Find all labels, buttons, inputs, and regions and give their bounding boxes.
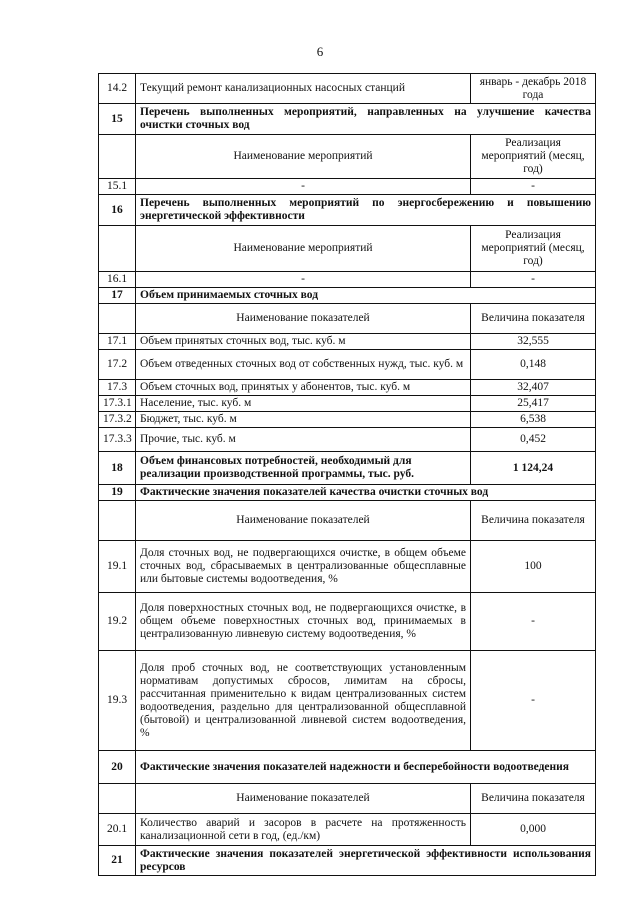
column-header: Наименование мероприятий: [136, 226, 471, 272]
table-row: [99, 272, 596, 288]
row-number: 19.3: [99, 651, 136, 751]
row-text: -: [136, 179, 471, 195]
row-text: Доля поверхностных сточных вод, не подвергающихся очистке, в общем объеме поверхностных сточных вод, принимаемых в централизованную ливневую систему водоотведения, %: [136, 593, 471, 651]
row-text: Объем сточных вод, принятых у абонентов, тыс. куб. м: [136, 380, 471, 396]
column-header: Наименование мероприятий: [136, 135, 471, 179]
row-value: -: [471, 593, 596, 651]
column-header: Наименование показателей: [136, 784, 471, 814]
section-number: 18: [99, 452, 136, 485]
table-row: [99, 593, 596, 651]
row-text: Население, тыс. куб. м: [136, 396, 471, 412]
section-number: 15: [99, 104, 136, 135]
section-row: [99, 195, 596, 226]
section-row: [99, 846, 596, 876]
column-header: Наименование показателей: [136, 304, 471, 334]
table-row: [99, 412, 596, 428]
row-number: 17.1: [99, 334, 136, 350]
section-title: Фактические значения показателей качества очистки сточных вод: [136, 485, 596, 501]
column-header: Реализация мероприятий (месяц, год): [471, 135, 596, 179]
document-table: [98, 73, 596, 876]
section-row: [99, 452, 596, 485]
row-value: 0,000: [471, 814, 596, 846]
table-row: [99, 380, 596, 396]
column-header: Величина показателя: [471, 784, 596, 814]
row-number: 17.3.3: [99, 428, 136, 452]
section-title: Фактические значения показателей надежности и бесперебойности водоотведения: [136, 751, 596, 784]
section-title: Перечень выполненных мероприятий по энергосбережению и повышению энергетической эффективности: [136, 195, 596, 226]
row-number: 15.1: [99, 179, 136, 195]
row-value: 1 124,24: [471, 452, 596, 485]
row-text: Прочие, тыс. куб. м: [136, 428, 471, 452]
column-header: Величина показателя: [471, 501, 596, 541]
section-number: 20: [99, 751, 136, 784]
row-value: 0,148: [471, 350, 596, 380]
row-number: 19.1: [99, 541, 136, 593]
row-text: Объем отведенных сточных вод от собственных нужд, тыс. куб. м: [136, 350, 471, 380]
column-header: Реализация мероприятий (месяц, год): [471, 226, 596, 272]
row-number: 17.3.1: [99, 396, 136, 412]
row-number: 16.1: [99, 272, 136, 288]
section-number: 21: [99, 846, 136, 876]
row-value: 32,407: [471, 380, 596, 396]
section-number: 16: [99, 195, 136, 226]
section-title: Объем финансовых потребностей, необходимый для реализации производственной программы, тыс. руб.: [136, 452, 471, 485]
row-value: 32,555: [471, 334, 596, 350]
row-value: 6,538: [471, 412, 596, 428]
row-text: Количество аварий и засоров в расчете на протяженность канализационной сети в год, (ед./км): [136, 814, 471, 846]
table-row: [99, 396, 596, 412]
table-row: [99, 74, 596, 104]
row-number: 19.2: [99, 593, 136, 651]
section-title: Объем принимаемых сточных вод: [136, 288, 596, 304]
row-value: 0,452: [471, 428, 596, 452]
row-number: 17.2: [99, 350, 136, 380]
row-text: Объем принятых сточных вод, тыс. куб. м: [136, 334, 471, 350]
header-row: [99, 304, 596, 334]
page-number: 6: [316, 44, 324, 59]
header-row: [99, 135, 596, 179]
section-row: [99, 288, 596, 304]
column-header: Наименование показателей: [136, 501, 471, 541]
section-row: [99, 485, 596, 501]
row-number: 20.1: [99, 814, 136, 846]
row-value: 100: [471, 541, 596, 593]
row-value: 25,417: [471, 396, 596, 412]
row-value: -: [471, 179, 596, 195]
row-number: 17.3: [99, 380, 136, 396]
header-row: [99, 501, 596, 541]
section-title: Фактические значения показателей энергетической эффективности использования ресурсов: [136, 846, 596, 876]
header-row: [99, 784, 596, 814]
table-row: [99, 651, 596, 751]
table-row: [99, 334, 596, 350]
row-text: -: [136, 272, 471, 288]
section-number: 17: [99, 288, 136, 304]
row-text: Доля сточных вод, не подвергающихся очистке, в общем объеме сточных вод, сбрасываемых в централизованные общесплавные или бытовые системы водоотведения, %: [136, 541, 471, 593]
row-value: -: [471, 272, 596, 288]
header-row: [99, 226, 596, 272]
row-number: 14.2: [99, 74, 136, 104]
table-row: [99, 428, 596, 452]
row-value: январь - декабрь 2018 года: [471, 74, 596, 104]
table-row: [99, 350, 596, 380]
table-row: [99, 814, 596, 846]
column-header: Величина показателя: [471, 304, 596, 334]
section-title: Перечень выполненных мероприятий, направленных на улучшение качества очистки сточных вод: [136, 104, 596, 135]
section-number: 19: [99, 485, 136, 501]
row-text: Текущий ремонт канализационных насосных станций: [136, 74, 471, 104]
section-row: [99, 751, 596, 784]
section-row: [99, 104, 596, 135]
table-row: [99, 541, 596, 593]
row-number: 17.3.2: [99, 412, 136, 428]
row-text: Бюджет, тыс. куб. м: [136, 412, 471, 428]
table-row: [99, 179, 596, 195]
row-text: Доля проб сточных вод, не соответствующих установленным нормативам допустимых сбросов, лимитам на сбросы, рассчитанная применительно к видам централизованных систем водоотведения, раздельно для централизованной общесплавной (бытовой) и централизованной ливневой систем водоотведения, %: [136, 651, 471, 751]
row-value: -: [471, 651, 596, 751]
